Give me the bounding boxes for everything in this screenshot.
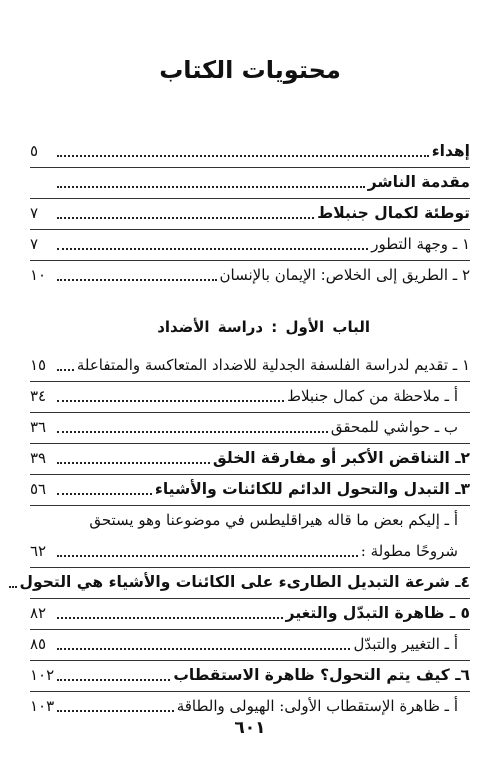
toc-entry-title: توطئة لكمال جنبلاط: [317, 204, 470, 222]
section-heading: الباب الأول : دراسة الأضداد: [157, 318, 370, 336]
toc-entry-title: ٥ ـ ظاهرة التبدّل والتغير: [285, 604, 470, 622]
toc-entry-title: أ ـ ملاحظة من كمال جنبلاط: [287, 387, 458, 405]
leader-dots: [57, 155, 429, 157]
leader-dots: [57, 431, 328, 433]
toc-entry-page: ٧: [30, 235, 39, 253]
leader-dots: [57, 493, 152, 495]
toc-entry-title: ٢ ـ الطريق إلى الخلاص: الإيمان بالإنسان: [219, 266, 470, 284]
leader-dots: [57, 248, 368, 250]
divider: [30, 412, 470, 413]
leader-dots: [57, 369, 74, 371]
toc-entry-continuation[interactable]: [30, 536, 458, 566]
toc-entry-page: ٥٦: [30, 480, 47, 498]
toc-entry-title: ٤ـ شرعة التبديل الطارىء على الكائنات والأشياء هي التحول: [19, 573, 470, 591]
toc-entry[interactable]: [30, 474, 470, 504]
toc-entry-page: ٣٩: [30, 449, 47, 467]
leader-dots: [57, 555, 358, 557]
toc-entry[interactable]: [30, 350, 470, 380]
divider: [30, 260, 470, 261]
toc-entry[interactable]: [30, 505, 458, 535]
toc-entry-title: ٣ـ التبدل والتحول الدائم للكائنات والأشياء: [154, 480, 470, 498]
divider: [30, 598, 470, 599]
leader-dots: [57, 710, 174, 712]
toc-entry-page: ٦٢: [30, 542, 47, 560]
toc-entry-dedication[interactable]: [30, 136, 470, 166]
leader-dots: [57, 400, 284, 402]
toc-entry-preface[interactable]: [30, 198, 470, 228]
toc-entry-title: أ ـ التغيير والتبدّل: [353, 635, 458, 653]
divider: [30, 505, 470, 506]
leader-dots: [57, 462, 210, 464]
toc-entry-title: ٢ـ التناقض الأكبر أو مفارقة الخلق: [212, 449, 470, 467]
leader-dots: [9, 586, 17, 588]
toc-entry-page: ١٠٢: [30, 666, 55, 684]
divider: [30, 167, 470, 168]
page-title: محتويات الكتاب: [159, 56, 341, 84]
toc-entry-page: ١٠٣: [30, 697, 55, 715]
toc-entry-page: [0, 567, 6, 597]
toc-entry-page: ٣٦: [30, 418, 47, 436]
leader-dots: [57, 186, 365, 188]
toc-entry[interactable]: [30, 381, 458, 411]
toc-entry-salvation[interactable]: [30, 260, 470, 290]
toc-entry[interactable]: [19, 567, 470, 597]
divider: [30, 229, 470, 230]
leader-dots: [57, 679, 170, 681]
toc-entry-page: ٥: [30, 142, 39, 160]
divider: [30, 443, 470, 444]
toc-entry-page: ١٠: [30, 266, 47, 284]
toc-entry[interactable]: [30, 412, 458, 442]
toc-entry-title: أ ـ ظاهرة الإستقطاب الأولى: الهيولى والطاقة: [176, 697, 458, 715]
divider: [30, 474, 470, 475]
divider: [30, 567, 470, 568]
divider: [30, 691, 470, 692]
toc-entry-page: ٣٤: [30, 387, 47, 405]
toc-entry-page: ٧: [30, 204, 39, 222]
toc-entry-title: ١ ـ وجهة التطور: [371, 235, 470, 253]
toc-entry-page: ١٥: [30, 356, 47, 374]
toc-entry-title: أ ـ إليكم بعض ما قاله هيراقليطس في موضوعنا وهو يستحق: [89, 511, 458, 529]
leader-dots: [57, 648, 350, 650]
leader-dots: [57, 217, 314, 219]
divider: [30, 198, 470, 199]
toc-entry-title: مقدمة الناشر: [367, 173, 470, 191]
toc-entry-page: ٨٥: [30, 635, 47, 653]
toc-entry[interactable]: [30, 598, 470, 628]
divider: [30, 629, 470, 630]
toc-entry-publisher-intro[interactable]: [30, 167, 470, 197]
toc-entry[interactable]: [30, 443, 470, 473]
page-number: ٦٠١: [234, 718, 266, 738]
toc-entry-title: ٦ـ كيف يتم التحول؟ ظاهرة الاستقطاب: [173, 666, 470, 684]
toc-entry-title: ١ ـ تقديم لدراسة الفلسفة الجدلية للاضداد المتعاكسة والمتفاعلة: [76, 356, 470, 374]
toc-entry-title: شروحًا مطولة :: [360, 542, 458, 560]
toc-entry[interactable]: [30, 629, 458, 659]
leader-dots: [57, 279, 217, 281]
toc-entry[interactable]: [30, 660, 470, 690]
divider: [30, 660, 470, 661]
toc-entry-page: ٨٢: [30, 604, 47, 622]
toc-entry[interactable]: [30, 691, 458, 721]
leader-dots: [57, 617, 283, 619]
toc-entry-title: إهداء: [431, 142, 470, 160]
divider: [30, 381, 470, 382]
toc-entry-title: ب ـ حواشي للمحقق: [330, 418, 458, 436]
toc-entry-evolution[interactable]: [30, 229, 470, 259]
